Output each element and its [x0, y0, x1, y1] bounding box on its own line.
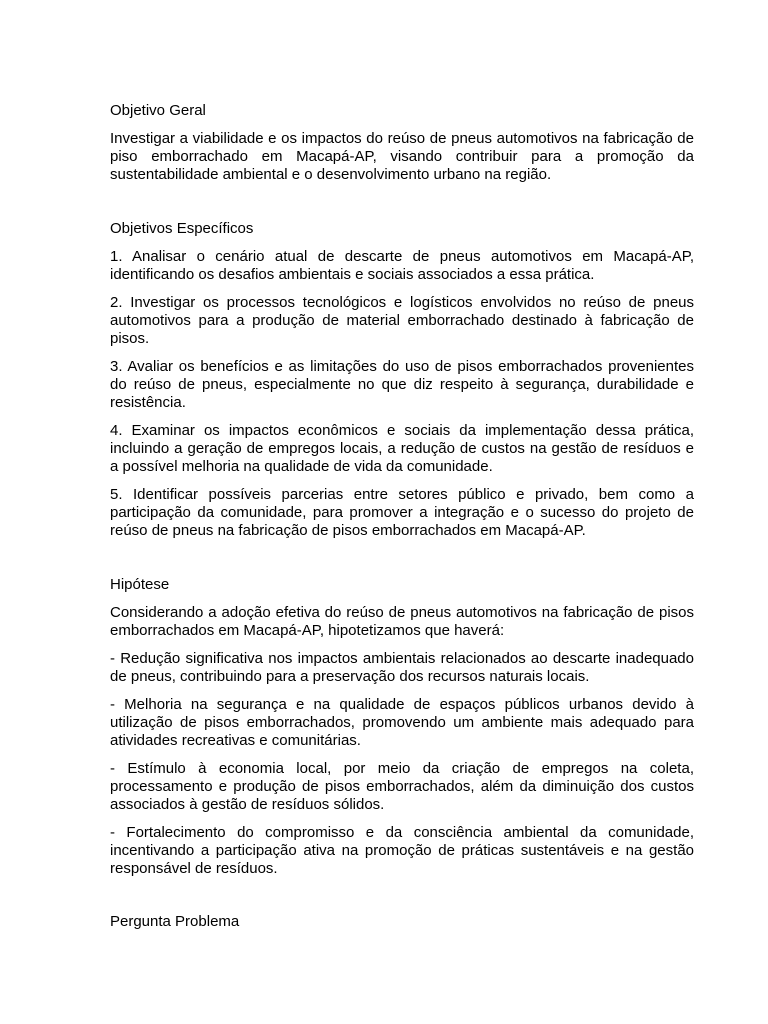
objetivo-especifico-item: 5. Identificar possíveis parcerias entre setores público e privado, bem como a participação da comunidade, para promover a integração e o sucesso do projeto de reúso de pneus na fabricação de pisos emborrachados em Macapá-AP. [110, 486, 694, 539]
hipotese-intro: Considerando a adoção efetiva do reúso de pneus automotivos na fabricação de pisos emborrachados em Macapá-AP, hipotetizamos que haverá: [110, 604, 694, 639]
hipotese-item: - Estímulo à economia local, por meio da criação de empregos na coleta, processamento e produção de pisos emborrachados, além da diminuição dos custos associados à gestão de resíduos sólidos. [110, 760, 694, 813]
objetivo-geral-text: Investigar a viabilidade e os impactos do reúso de pneus automotivos na fabricação de piso emborrachado em Macapá-AP, visando contribuir para a promoção da sustentabilidade ambiental e o desenvolvimento urbano na região. [110, 130, 694, 183]
objetivos-especificos-heading: Objetivos Específicos [110, 220, 254, 237]
objetivo-especifico-item: 2. Investigar os processos tecnológicos e logísticos envolvidos no reúso de pneus automotivos para a produção de material emborrachado destinado à fabricação de pisos. [110, 294, 694, 347]
section-spacer [110, 888, 694, 913]
hipotese-item: - Melhoria na segurança e na qualidade de espaços públicos urbanos devido à utilização de pisos emborrachados, promovendo um ambiente mais adequado para atividades recreativas e comunitárias. [110, 696, 694, 749]
objetivo-especifico-item: 3. Avaliar os benefícios e as limitações do uso de pisos emborrachados provenientes do reúso de pneus, especialmente no que diz respeito à segurança, durabilidade e resistência. [110, 358, 694, 411]
objetivo-especifico-item: 1. Analisar o cenário atual de descarte de pneus automotivos em Macapá-AP, identificando os desafios ambientais e sociais associados a essa prática. [110, 248, 694, 283]
hipotese-heading: Hipótese [110, 576, 170, 593]
objetivo-geral-heading: Objetivo Geral [110, 102, 206, 119]
hipotese-item: - Fortalecimento do compromisso e da consciência ambiental da comunidade, incentivando a participação ativa na promoção de práticas sustentáveis e na gestão responsável de resíduos. [110, 824, 694, 877]
objetivo-especifico-item: 4. Examinar os impactos econômicos e sociais da implementação dessa prática, incluindo a geração de empregos locais, a redução de custos na gestão de resíduos e a possível melhoria na qualidade de vida da comunidade. [110, 422, 694, 475]
document-page [110, 102, 694, 941]
section-spacer [110, 550, 694, 576]
hipotese-item: - Redução significativa nos impactos ambientais relacionados ao descarte inadequado de pneus, contribuindo para a preservação dos recursos naturais locais. [110, 650, 694, 685]
pergunta-problema-heading: Pergunta Problema [110, 913, 240, 930]
section-spacer [110, 194, 694, 220]
